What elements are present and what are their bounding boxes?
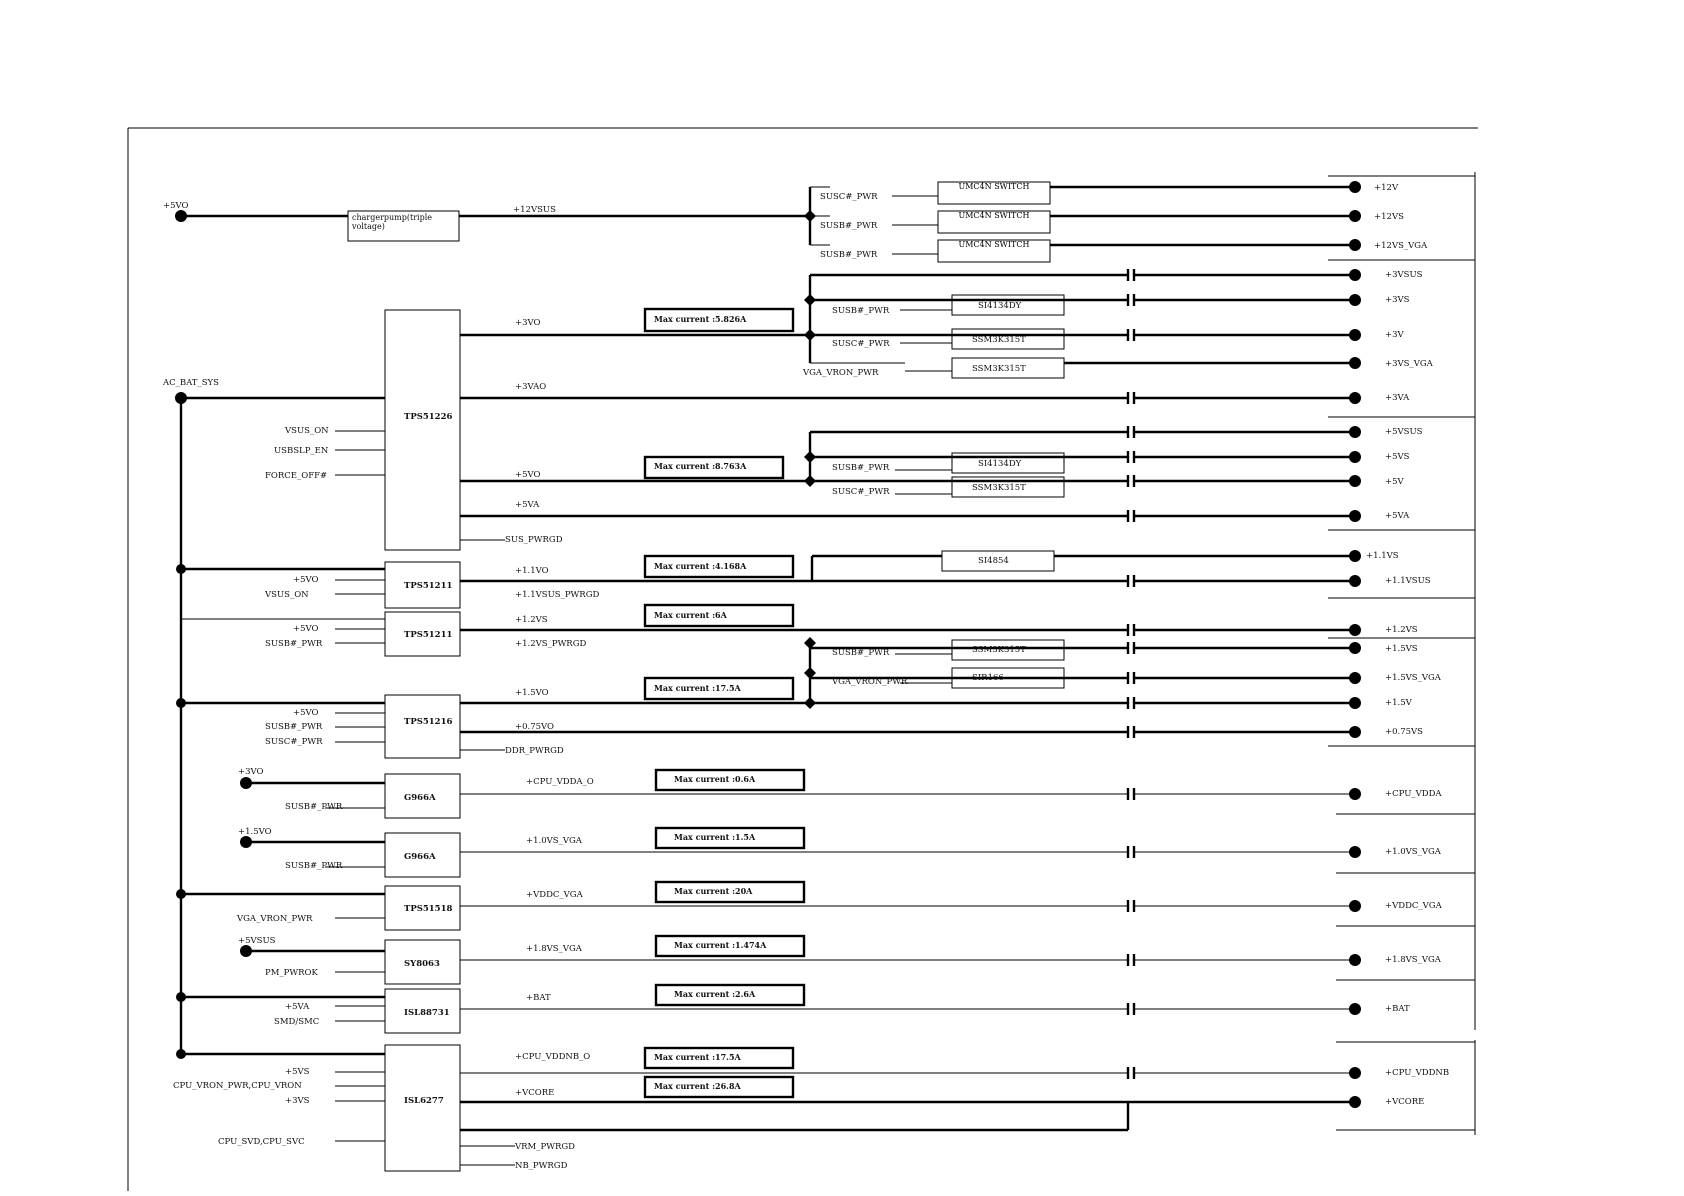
v5vo-label: +5VO xyxy=(163,201,189,211)
rail-label: +0.75VO xyxy=(515,722,555,732)
rail-label: +1.5VO xyxy=(515,688,549,698)
out-label: +1.0VS_VGA xyxy=(1385,847,1441,857)
vin-label: +3VO xyxy=(238,767,264,777)
max-current-label: Max current :1.474A xyxy=(674,940,767,950)
pwrgd-label: VRM_PWRGD xyxy=(515,1142,575,1152)
rail-label: +5VA xyxy=(515,500,540,510)
pwrgd-label: SUS_PWRGD xyxy=(505,535,563,545)
tps51226-section xyxy=(265,269,1434,550)
en-label: VGA_VRON_PWR xyxy=(237,914,313,924)
isl88731-section xyxy=(274,985,1410,1033)
ssm3k315t-15vs xyxy=(832,640,1418,660)
switch-name: SSM3K315T xyxy=(972,335,1026,345)
ctrl-label: VGA_VRON_PWR xyxy=(832,677,908,687)
switch-name: SSM3K315T xyxy=(972,483,1026,493)
out-label: +3VA xyxy=(1385,393,1410,403)
ctrl-label: VGA_VRON_PWR xyxy=(803,368,879,378)
rail-label: +1.8VS_VGA xyxy=(526,944,582,954)
ctrl-label: SUSB#_PWR xyxy=(820,221,878,231)
en-label: SUSB#_PWR xyxy=(285,861,343,871)
out-5vsus xyxy=(1128,426,1423,438)
out-label: +5VA xyxy=(1385,511,1410,521)
vin-label: +5VSUS xyxy=(238,936,276,946)
out-label: +12VS xyxy=(1374,212,1404,222)
switch-name: UMC4N SWITCH xyxy=(958,240,1030,249)
out-label: +3VS_VGA xyxy=(1385,359,1433,369)
input-label: +3VS xyxy=(285,1096,310,1106)
switch-name: UMC4N SWITCH xyxy=(958,211,1030,220)
input-label: SUSB#_PWR xyxy=(265,639,323,649)
max-current-label: Max current :5.826A xyxy=(654,314,747,324)
out-label: +0.75VS xyxy=(1385,727,1424,737)
ctrl-label: SUSB#_PWR xyxy=(832,648,890,658)
out-3va xyxy=(460,382,1410,404)
rail-label: +1.0VS_VGA xyxy=(526,836,582,846)
max-current-label: Max current :17.5A xyxy=(654,683,741,693)
rail-label: +1.1VO xyxy=(515,566,549,576)
switch-name: SSM3K315T xyxy=(972,645,1026,655)
input-label: USBSLP_EN xyxy=(274,446,329,456)
input-label: CPU_VRON_PWR,CPU_VRON xyxy=(173,1081,302,1091)
ac-bat-sys-label: AC_BAT_SYS xyxy=(163,378,219,388)
chip-name: TPS51211 xyxy=(404,581,453,591)
out-label: +5VSUS xyxy=(1385,427,1423,437)
max-current-label: Max current :0.6A xyxy=(674,774,756,784)
switch-name: SI4134DY xyxy=(978,301,1022,311)
out-label: +CPU_VDDA xyxy=(1385,789,1442,799)
out-label: +5VS xyxy=(1385,452,1410,462)
pwrgd-label: DDR_PWRGD xyxy=(505,746,564,756)
umc4n-switch-2 xyxy=(820,210,1404,233)
chip-name: ISL6277 xyxy=(404,1096,444,1106)
max-current-label: Max current :4.168A xyxy=(654,561,747,571)
ctrl-label: SUSB#_PWR xyxy=(832,463,890,473)
umc4n-switch-1 xyxy=(820,181,1399,204)
isl6277-box xyxy=(385,1045,460,1171)
out-label: +3V xyxy=(1385,330,1404,340)
ctrl-label: SUSB#_PWR xyxy=(820,250,878,260)
out-label: +3VSUS xyxy=(1385,270,1423,280)
rail-label: +5VO xyxy=(515,470,541,480)
rail-label: +VCORE xyxy=(515,1088,555,1098)
si4134dy-3vs xyxy=(832,294,1410,316)
g966a-1-section xyxy=(238,767,1442,818)
max-current-label: Max current :8.763A xyxy=(654,461,747,471)
out-3vsus xyxy=(1128,269,1423,281)
out-label: +1.2VS xyxy=(1385,625,1418,635)
input-label: +5VO xyxy=(293,708,319,718)
out-label: +12VS_VGA xyxy=(1374,241,1428,251)
input-label: VSUS_ON xyxy=(265,590,309,600)
out-label: +1.5VS_VGA xyxy=(1385,673,1441,683)
tps51226-name: TPS51226 xyxy=(404,412,453,422)
out-label: +VCORE xyxy=(1385,1097,1425,1107)
max-current-label: Max current :6A xyxy=(654,610,727,620)
en-label: PM_PWROK xyxy=(265,968,318,978)
out-label: +1.1VS xyxy=(1366,551,1399,561)
chip-name: G966A xyxy=(404,852,436,862)
chip-name: G966A xyxy=(404,793,436,803)
rail-label: +CPU_VDDA_O xyxy=(526,777,594,787)
charger-pump-section xyxy=(163,181,1428,262)
input-label: CPU_SVD,CPU_SVC xyxy=(218,1137,305,1147)
max-current-label: Max current :1.5A xyxy=(674,832,756,842)
input-label: SMD/SMC xyxy=(274,1017,320,1027)
g966a-2-section xyxy=(238,827,1442,877)
input-label: +5VS xyxy=(285,1067,310,1077)
page-frame xyxy=(128,128,1478,1191)
si4134dy-5vs xyxy=(832,451,1410,473)
ssm3k315t-3v xyxy=(832,329,1405,349)
out-15v xyxy=(1128,697,1413,709)
out-label: +BAT xyxy=(1385,1004,1410,1014)
out-label: +1.8VS_VGA xyxy=(1385,955,1441,965)
en-label: SUSB#_PWR xyxy=(285,802,343,812)
rail-label: +CPU_VDDNB_O xyxy=(515,1052,591,1062)
pwrgd-label: +1.1VSUS_PWRGD xyxy=(515,590,600,600)
ctrl-label: SUSB#_PWR xyxy=(832,306,890,316)
out-label: +3VS xyxy=(1385,295,1410,305)
out-label: +VDDC_VGA xyxy=(1385,901,1442,911)
ssm3k315t-3vs-vga xyxy=(802,357,1434,378)
max-current-label: Max current :17.5A xyxy=(654,1052,741,1062)
out-label: +12V xyxy=(1374,183,1399,193)
rail-label: +VDDC_VGA xyxy=(526,890,583,900)
switch-name: SI4854 xyxy=(978,556,1009,566)
out-label: +1.5V xyxy=(1385,698,1412,708)
vin-label: +1.5VO xyxy=(238,827,272,837)
switch-name: SI4134DY xyxy=(978,459,1022,469)
tps51216-section xyxy=(265,637,1442,758)
out-label: +CPU_VDDNB xyxy=(1385,1068,1450,1078)
input-label: +5VA xyxy=(285,1002,310,1012)
out-label: +1.5VS xyxy=(1385,644,1418,654)
max-current-label: Max current :26.8A xyxy=(654,1081,741,1091)
input-label: +5VO xyxy=(293,624,319,634)
isl6277-section xyxy=(173,1045,1449,1171)
input-label: FORCE_OFF# xyxy=(265,471,328,481)
switch-name: UMC4N SWITCH xyxy=(958,182,1030,191)
switch-name: SSM3K315T xyxy=(972,364,1026,374)
rail-label: +3VO xyxy=(515,318,541,328)
chip-name: SY8063 xyxy=(404,959,440,969)
out-label: +1.1VSUS xyxy=(1385,576,1431,586)
ctrl-label: SUSC#_PWR xyxy=(832,487,890,497)
input-label: VSUS_ON xyxy=(285,426,329,436)
chip-name: ISL88731 xyxy=(404,1008,450,1018)
rail-label: +1.2VS xyxy=(515,615,548,625)
ctrl-label: SUSC#_PWR xyxy=(832,339,890,349)
umc4n-switch-3 xyxy=(820,239,1428,262)
pwrgd-label: NB_PWRGD xyxy=(515,1161,568,1171)
rail-label: +BAT xyxy=(526,993,551,1003)
out-075vs xyxy=(460,722,1423,738)
sy8063-section xyxy=(238,936,1442,984)
rail-label: +3VAO xyxy=(515,382,547,392)
v12vsus-label: +12VSUS xyxy=(513,205,556,215)
ctrl-label: SUSC#_PWR xyxy=(820,192,878,202)
tps51518-section xyxy=(236,882,1443,930)
chip-name: TPS51518 xyxy=(404,904,453,914)
chip-name: TPS51216 xyxy=(404,717,453,727)
tps51211-a-section xyxy=(264,550,1431,608)
out-label: +5V xyxy=(1385,477,1404,487)
out-5va xyxy=(460,500,1410,522)
max-current-label: Max current :2.6A xyxy=(674,989,756,999)
input-label: SUSC#_PWR xyxy=(265,737,323,747)
input-label: +5VO xyxy=(293,575,319,585)
max-current-label: Max current :20A xyxy=(674,886,753,896)
pwrgd-label: +1.2VS_PWRGD xyxy=(515,639,587,649)
chip-name: TPS51211 xyxy=(404,630,453,640)
charger-pump-label: chargerpump(triple voltage) xyxy=(352,213,433,231)
ssm3k315t-5v xyxy=(832,475,1405,497)
tps51226-box xyxy=(385,310,460,550)
switch-name: SIR166 xyxy=(972,673,1004,683)
input-label: SUSB#_PWR xyxy=(265,722,323,732)
